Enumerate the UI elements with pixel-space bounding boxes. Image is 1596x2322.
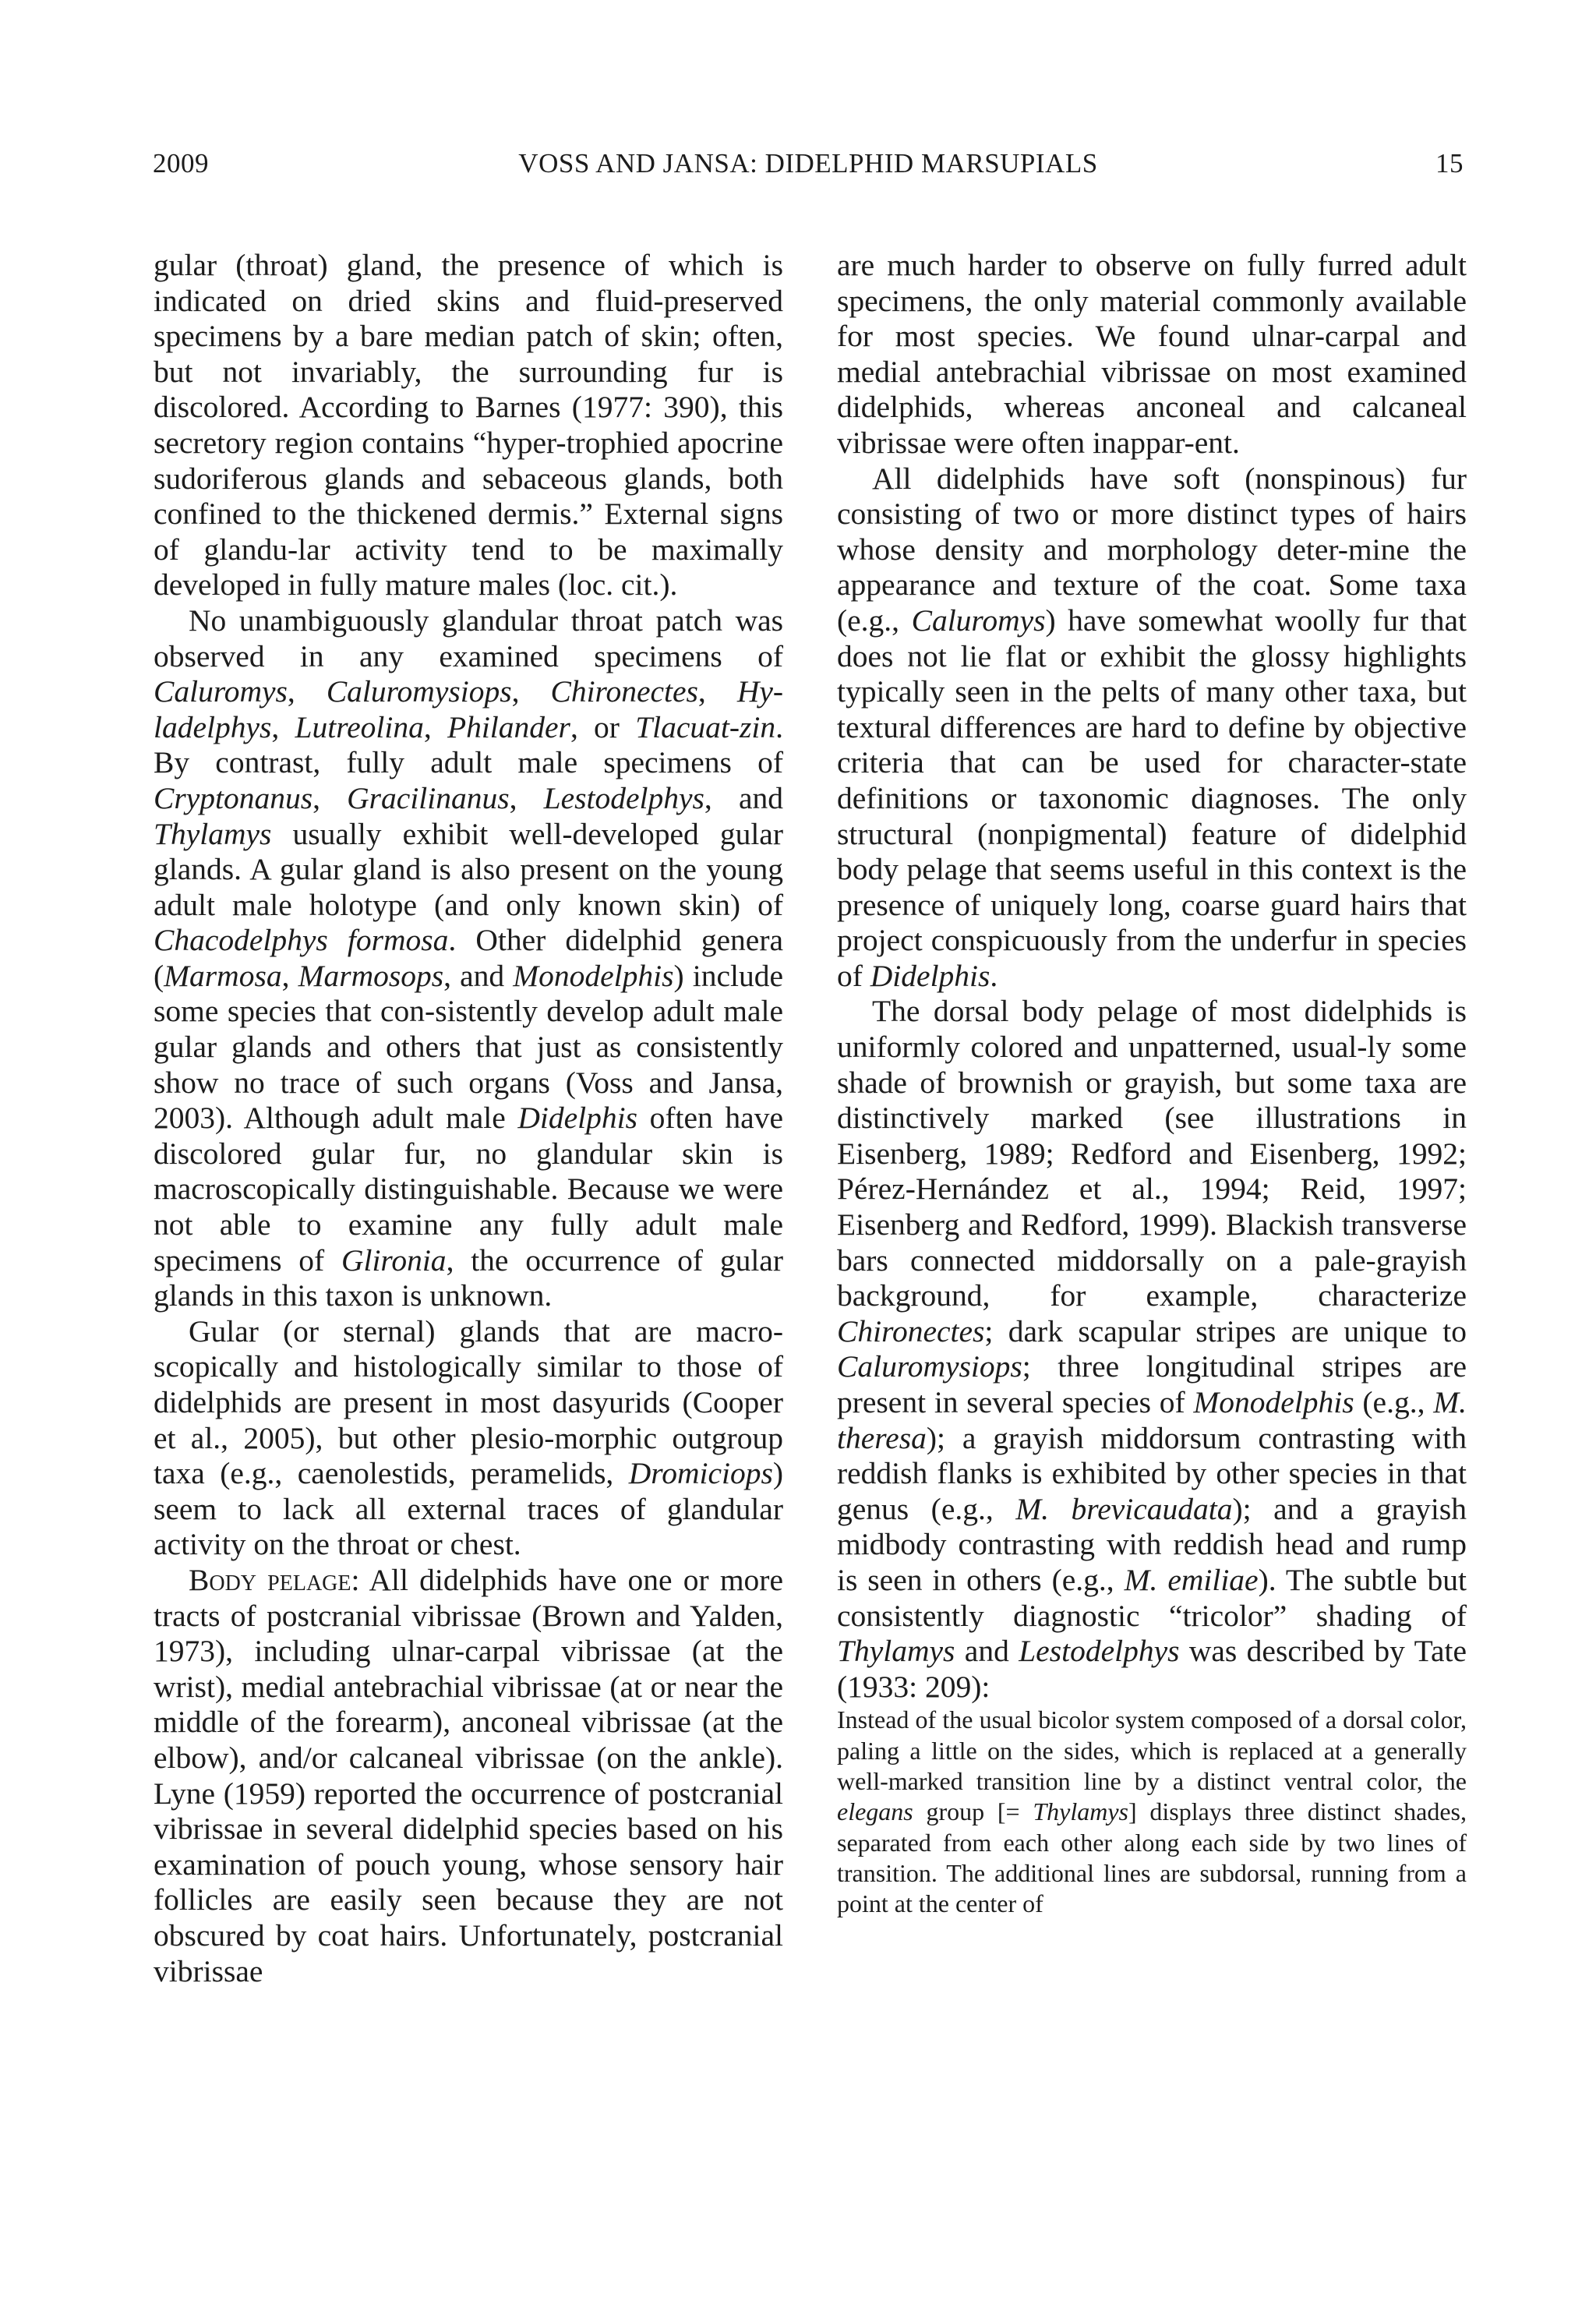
right-column xyxy=(837,248,1467,1919)
left-column xyxy=(154,248,783,1989)
paragraph: No unambiguously glandular throat patch was observed in any examined specimens of Caluromys, Caluromysiops, Chironectes, Hy-ladelphys, Lutreolina, Philander, or Tlacuat-zin. By contrast, fully adult male specimens of Cryptonanus, Gracilinanus, Lestodelphys, and Thylamys usually exhibit well-developed gular glands. A gular gland is also present on the young adult male holotype (and only known skin) of Chacodelphys formosa. Other didelphid genera (Marmosa, Marmosops, and Monodelphis) include some species that con-sistently develop adult male gular glands and others that just as consistently show no trace of such organs (Voss and Jansa, 2003). Although adult male Didelphis often have discolored gular fur, no glandular skin is macroscopically distinguishable. Because we were not able to examine any fully adult male specimens of Glironia, the occurrence of gular glands in this taxon is unknown. xyxy=(154,603,784,1313)
paragraph-body-pelage: Body pelage: All didelphids have one or more tracts of postcranial vibrissae (Brown and Yalden, 1973), including ulnar-carpal vibrissae (at the wrist), medial antebrachial vibrissae (at or near the middle of the forearm), anconeal vibrissae (at the elbow), and/or calcaneal vibrissae (on the ankle). Lyne (1959) reported the occurrence of postcranial vibrissae in several didelphid species based on his examination of pouch young, whose sensory hair follicles are easily seen because they are not obscured by coat hairs. Unfortunately, postcranial vibrissae xyxy=(154,1562,783,1988)
page-number: 15 xyxy=(1435,148,1464,178)
paragraph: Gular (or sternal) glands that are macro-scopically and histologically similar to those of didelphids are present in most dasyurids (Cooper et al., 2005), but other plesio-morphic outgroup taxa (e.g., caenolestids, peramelids, Dromiciops) seem to lack all external traces of glandular activity on the throat or chest. xyxy=(154,1313,783,1562)
paragraph: gular (throat) gland, the presence of which is indicated on dried skins and fluid-preserved specimens by a bare median patch of skin; often, but not invariably, the surrounding fur is discolored. According to Barnes (1977: 390), this secretory region contains “hyper-trophied apocrine sudoriferous glands and sebaceous glands, both confined to the thickened dermis.” External signs of glandu-lar activity tend to be maximally developed in fully mature males (loc. cit.). xyxy=(154,248,783,603)
journal-year: 2009 xyxy=(153,148,209,178)
running-title: VOSS AND JANSA: DIDELPHID MARSUPIALS xyxy=(518,148,1098,178)
paragraph: The dorsal body pelage of most didelphids is uniformly colored and unpatterned, usual-ly some shade of brownish or grayish, but some taxa are distinctively marked (see illustrations in Eisenberg, 1989; Redford and Eisenberg, 1992; Pérez-Hernández et al., 1994; Reid, 1997; Eisenberg and Redford, 1999). Blackish transverse bars connected middorsally on a pale-grayish background, for example, characterize Chironectes; dark scapular stripes are unique to Caluromysiops; three longitudinal stripes are present in several species of Monodelphis (e.g., M. theresa); a grayish middorsum contrasting with reddish flanks is exhibited by other species in that genus (e.g., M. brevicaudata); and a grayish midbody contrasting with reddish head and rump is seen in others (e.g., M. emiliae). The subtle but consistently diagnostic “tricolor” shading of Thylamys and Lestodelphys was described by Tate (1933: 209): xyxy=(837,994,1467,1704)
paragraph: are much harder to observe on fully furred adult specimens, the only material commonly available for most species. We found ulnar-carpal and medial antebrachial vibrissae on most examined didelphids, whereas anconeal and calcaneal vibrissae were often inappar-ent. xyxy=(837,248,1467,460)
block-quote: Instead of the usual bicolor system composed of a dorsal color, paling a little on the sides, which is replaced at a generally well-marked transition line by a distinct ventral color, the elegans group [= Thylamys] displays three distinct shades, separated from each other along each side by two lines of transition. The additional lines are subdorsal, running from a point at the center of xyxy=(837,1705,1467,1918)
paragraph: All didelphids have soft (nonspinous) fur consisting of two or more distinct types of hairs whose density and morphology deter-mine the appearance and texture of the coat. Some taxa (e.g., Caluromys) have somewhat woolly fur that does not lie flat or exhibit the glossy highlights typically seen in the pelts of many other taxa, but textural differences are hard to define by objective criteria that can be used for character-state definitions or taxonomic diagnoses. The only structural (nonpigmental) feature of didelphid body pelage that seems useful in this context is the presence of uniquely long, coarse guard hairs that project conspicuously from the underfur in species of Didelphis. xyxy=(837,461,1467,993)
